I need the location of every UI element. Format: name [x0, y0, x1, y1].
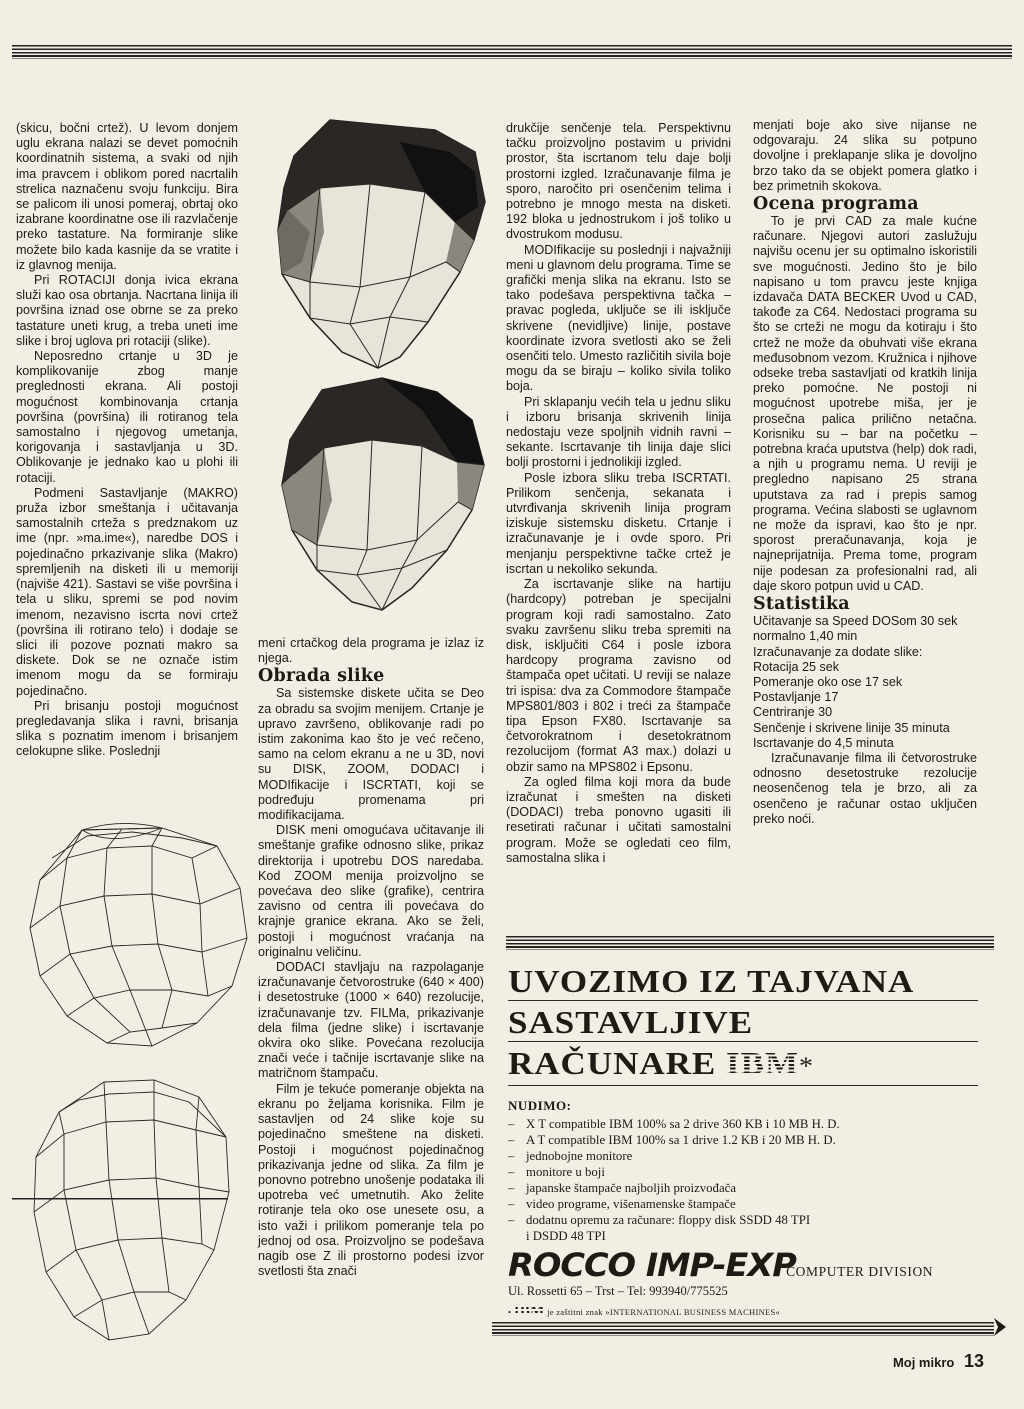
- list-item: i DSDD 48 TPI: [526, 1229, 606, 1243]
- top-rule: [12, 45, 1012, 59]
- ad-headline-3: [508, 1046, 978, 1086]
- paragraph: Pri sklapanju većih tela u jednu sliku i izboru brisanja skrivenih linija nedostaju veze spoljnih vidnih ravni – sekante. Iscrtavanje tih linija daje slici bolji prostorni i jednolikiji izgled.: [506, 394, 731, 470]
- paragraph: Za ogled filma koji mora da bude izračunat i smešten na disketi (DODACI) treba ponovno ugasiti ili resetirati računar i učitati samostalni program. Može se ogledati ceo film, samostalna slika i: [506, 774, 731, 865]
- ad-offer-list: [508, 1116, 978, 1244]
- ad-company-line: [508, 1246, 978, 1284]
- paragraph: To je prvi CAD za male kućne računare. Njegovi autori zaslužuju najvišu ocenu jer su optimalno iskoristili sve mogućnosti. Jedino što je bilo napisano u tom pravcu jeste knjiga izdavača DATA BECKER Uvod u CAD, takođe za C64. Nedostaci programa su što se crteži ne mogu da kotiraju i što crtež ne može da obuhvati više ekrana međusobnom vezom. Kružnica i njihove odseke treba sastavljati od kratkih linija preko pomoćne. Ne postoji ni mogućnost upotrebe miša, jer je prosečna palica prilično netačna. Korisniku su – bar na početku – potrebna kraća uputstva (help) dok radi, a njih u programu nema. U reviji je pregledno napisano 25 strana uputstava za rad i prepis samog programa. Većina slabosti se uglavnom ne može da ispravi, kao što je npr. sporost preračunavanja, koja je najneprijatnija. Prema tome, program nije podesan za profesionalni rad, ali daje skoro potpun uvid u CAD.: [753, 214, 977, 593]
- paragraph: MODIfikacije su poslednji i najvažniji meni u glavnom delu programa. Time se grafički menja slika na ekranu. Isto se tako podešava perspektivna tačka – pravac pogleda, uključe se ili isključe skrivene (nevidljive) linije, postave koordinate izvora svetlosti ako se želi osenčiti telo. Umesto različitih sivila boje mogu da se biraju – koliko sivila toliko boja.: [506, 242, 731, 394]
- ad-bottom-rule: [492, 1322, 994, 1336]
- trademark-note: [508, 1303, 978, 1320]
- asterisk: *: [799, 1051, 815, 1081]
- company-address: Ul. Rossetti 65 – Trst – Tel: 993940/775525: [508, 1284, 728, 1298]
- paragraph: Pri ROTACIJI donja ivica ekrana služi kao osa obrtanja. Nacrtana linija ili površina iznad ose obrne se za preko tastature uneti krug, a treba uneti ime slike i broj uglova pri rotaciji (slike).: [16, 273, 238, 348]
- stat-line: Rotacija 25 sek: [753, 659, 840, 674]
- section-heading: Ocena programa: [753, 194, 919, 215]
- wireframe-figure-2: [14, 1072, 239, 1352]
- page-number: 13: [963, 1351, 984, 1371]
- stat-line: Iscrtavanje do 4,5 minuta: [753, 735, 894, 750]
- column-1: [16, 121, 238, 760]
- paragraph: Za iscrtavanje slike na hartiju (hardcopy) potreban je specijalni program koji radi samostalno. Zato svaku završenu sliku treba spremiti na disk, isključiti C64 i posle izbora hardcopy programa zavisno od štampača opet učitati. U reviji se nalaze tri ispisa: dva za Commodore štampače MPS801/803 i 802 i treći za štampače tipa Epson FX80. Iscrtavanje sa četvorokratnom i desetokratnom rezolucijom (format A3 max.) dolazi u obzir samo na MPS802 i Epsonu.: [506, 577, 731, 774]
- stat-line: Senčenje i skrivene linije 35 minuta: [753, 720, 950, 735]
- paragraph: DISK meni omogućava učitavanje ili smeštanje grafike odnosno slike, prikaz direktorija i upotrebu DOS naredaba. Kod ZOOM menija proizvoljno se povećava deo slike (grafike), centrira zavisno od centra ili povećava do krajnje granice ekrana. Ako se želi, postoji i mogućnost vraćanja na originalnu veličinu.: [258, 823, 484, 959]
- magazine-name: Moj mikro: [892, 1355, 955, 1370]
- ad-headline-2: SASTAVLJIVE: [508, 1004, 978, 1042]
- section-heading: Obrada slike: [258, 666, 385, 687]
- wireframe-figure-1: [12, 818, 257, 1058]
- ibm-logo-small: IBM: [513, 1303, 545, 1319]
- column-2: [258, 636, 484, 1279]
- list-item: – dodatnu opremu za računare: floppy disk SSDD 48 TPI: [508, 1212, 978, 1228]
- page-footer: [893, 1351, 984, 1372]
- list-item: – japanske štampače najboljih proizvođača: [508, 1180, 978, 1196]
- paragraph: Posle izbora sliku treba ISCRTATI. Prilikom senčenja, sekanata i utvrđivanja skrivenih linija program iziskuje sistemsku disketu. Crtanje i izračunavanje je i ovde sporo. Pri menjanju perspektivne tačke crtež je iscrtan u nekoliko sekunda.: [506, 470, 731, 576]
- stats-list: [753, 614, 977, 751]
- ibm-logo: IBM: [726, 1045, 800, 1082]
- company-division: COMPUTER DIVISION: [786, 1264, 934, 1279]
- list-item: – A T compatible IBM 100% sa 1 drive 1.2 KB i 20 MB H. D.: [508, 1132, 978, 1148]
- paragraph: Podmeni Sastavljanje (MAKRO) pruža izbor smeštanja i učitavanja samostalnih crteža s predznakom uz ime (npr. »ma.ime«), naredbe DOS i pojedinačno prkazivanje slika (Makro) spremljenih na disketi ili u memoriji (najviše 421). Sastavi se više površina i tela u sliku, spremi se pod novim imenom, nezavisno iscrta novi crtež (površina ili rotirano telo) i dodaje se slici ili pozove poznati makro sa diskete. Dok se ne označe istim imenom mogu da se formiraju pojedinačno.: [16, 485, 238, 698]
- ad-offer-title: NUDIMO:: [508, 1098, 572, 1113]
- paragraph: Izračunavanje filma ili četvorostruke odnosno desetostruke rezolucije neosenčenog tela je brzo, ali za osenčeno je računar ostao uključen preko noći.: [753, 750, 977, 826]
- paragraph: Film je tekuće pomeranje objekta na ekranu po željama korisnika. Film je sastavljen od 24 slike koje su pojedinačno smeštene na disketi. Postoji i mogućnost pojedinačnog prikazivanja jedne od slika. Za film je ponovno potrebno unošenje podataka ili upotreba već umetnutih. Ako želite rotiranje tela oko ose unesete osu, a isto važi i prilikom pomeranje tela po jednoj od osa. Proizvoljno se podešava nagib ose Z ili prostorno podesi izvor svetlosti šta znači: [258, 1081, 484, 1279]
- list-item: – jednobojne monitore: [508, 1148, 978, 1164]
- list-item: – video programe, višenamenske štampače: [508, 1196, 978, 1212]
- bullet: •: [508, 1307, 512, 1317]
- list-item: – monitore u boji: [508, 1164, 978, 1180]
- paragraph: Neposredno crtanje u 3D je komplikovanije zbog manje preglednosti ekrana. Ali postoji mogućnost kombinovanja crtanja površina (površina) ili rotiranog tela samostalno i njegovog umetanja, korigovanja i sastavljanja u 3D. Oblikovanje je jednako kao u plohi ili rotaciji.: [16, 349, 238, 485]
- paragraph: drukčije senčenje tela. Perspektivnu tačku proizvoljno postavim u prividni prostor, šta iscrtanom telu daje bolji prostorni izgled. Izračunavanje filma je sporo, naročito pri osenčenim telima i potrebno je mnogo mesta na disketi. 192 bloka u jednostrukom i još toliko u dvostrukom modusu.: [506, 121, 731, 242]
- section-heading: Statistika: [753, 594, 850, 615]
- paragraph: Pri brisanju postoji mogućnost pregledavanja slika i ravni, brisanja slika s poznatim imenom i brisanjem celokupne slike. Poslednji: [16, 698, 238, 759]
- company-logo: ROCCO IMP-EXP: [508, 1246, 796, 1284]
- stat-line: Centriranje 30: [753, 705, 833, 720]
- advertisement: [508, 940, 978, 1320]
- list-item: – X T compatible IBM 100% sa 2 drive 360 KB i 10 MB H. D.: [508, 1116, 978, 1132]
- column-rule: [12, 1198, 228, 1201]
- paragraph: Sa sistemske diskete učita se Deo za obradu sa svojim menijem. Crtanje je upravo završeno, oblikovanje radi po istim zakonima kao što je već rečeno, samo na celom ekranu a ne u 3D, novi su DISK, ZOOM, DODACI i MODIfikacije i ISCRTATI, koji se podređuju promenama pri modifikacijama.: [258, 686, 484, 823]
- stat-line: Postavljanje 17: [753, 690, 839, 705]
- column-4: [753, 118, 977, 827]
- ad-headline-1: UVOZIMO IZ TAJVANA: [508, 963, 978, 1001]
- shaded-figure-1: [250, 112, 500, 402]
- stat-line: Izračunavanje za dodate slike:: [753, 644, 923, 659]
- continue-arrow-icon: [994, 1318, 1006, 1341]
- paragraph: DODACI stavljaju na razpolaganje izračunavanje četvorostruke (640 × 400) i desetostruke (1000 × 640) rezolucije, izračunavanje tzv. FILMa, prikazivanje dela filma (jedne slike) i iscrtavanje okvira oko slike. Povećana rezolucija znači veće i tačnije iscrtavanje slike na matričnom štampaču.: [258, 960, 484, 1081]
- stat-line: normalno 1,40 min: [753, 629, 858, 644]
- ad-headline-3-text: RAČUNARE: [508, 1045, 717, 1082]
- shaded-figure-2: [262, 370, 502, 640]
- stat-line: Učitavanje sa Speed DOSom 30 sek: [753, 614, 958, 629]
- stat-line: Pomeranje oko ose 17 sek: [753, 674, 903, 689]
- paragraph: meni crtačkog dela programa je izlaz iz njega.: [258, 636, 484, 666]
- trademark-text: je zaštitni znak »INTERNATIONAL BUSINESS MACHINES«: [547, 1307, 781, 1317]
- paragraph: menjati boje ako sive nijanse ne odgovaraju. 24 slika su potpuno dovoljne i preklapanje slika je dovoljno brzo tako da se objekt pomera glatko i bez primetnih skokova.: [753, 118, 977, 193]
- paragraph: (skicu, bočni crtež). U levom donjem uglu ekrana nalazi se devet pomoćnih koordinatnih sistema, a svaki od njih ima pravcem i oblikom pored nacrtalih strelica naznačenu svoju funkciju. Bira se palicom ili unosi pomeraj, obrtaj oko izabrane koordinatne ose ili razvlačenje preko tastature. Na formiranje slike možete bilo kada kasnije da se vratite i iz glavnog menija.: [16, 121, 238, 272]
- column-3: [506, 121, 731, 866]
